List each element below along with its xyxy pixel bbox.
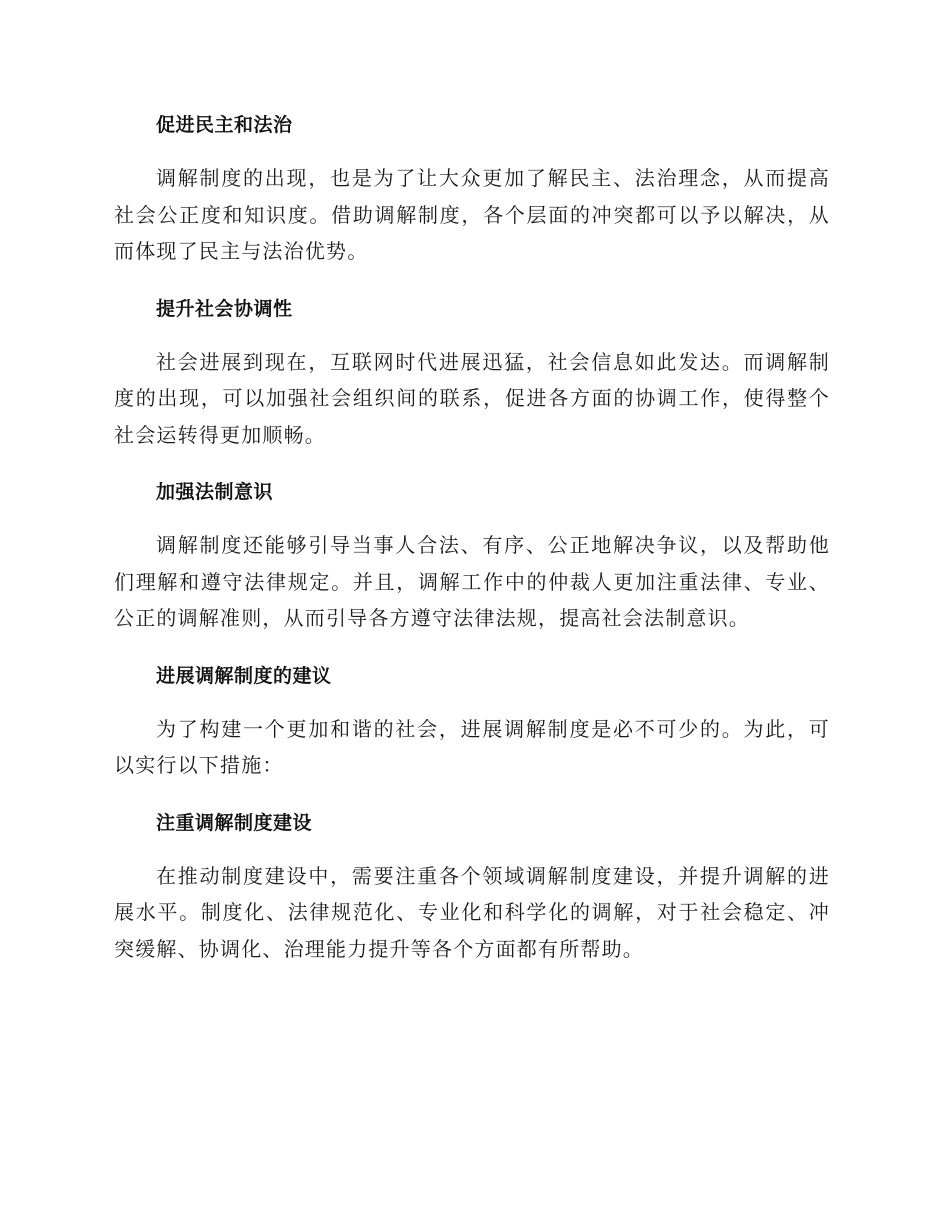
section-paragraph-legal-awareness: 调解制度还能够引导当事人合法、有序、公正地解决争议，以及帮助他们理解和遵守法律规定。并且，调解工作中的仲裁人更加注重法律、专业、公正的调解准则，从而引导各方遵守法律法规，提高社会法制意识。: [114, 533, 830, 630]
section-heading-democracy-rule-of-law: 促进民主和法治: [156, 114, 293, 136]
section-paragraph-social-coordination: 社会进展到现在，互联网时代进展迅猛，社会信息如此发达。而调解制度的出现，可以加强社会组织间的联系，促进各方面的协调工作，使得整个社会运转得更加顺畅。: [114, 349, 830, 447]
section-heading-legal-awareness: 加强法制意识: [156, 481, 274, 503]
section-heading-system-construction: 注重调解制度建设: [156, 811, 313, 834]
document-body: [114, 108, 830, 989]
section-paragraph-democracy-rule-of-law: 调解制度的出现，也是为了让大众更加了解民主、法治理念，从而提高社会公正度和知识度。借助调解制度，各个层面的冲突都可以予以解决，从而体现了民主与法治优势。: [114, 166, 830, 263]
section-paragraph-system-construction: 在推动制度建设中，需要注重各个领域调解制度建设，并提升调解的进展水平。制度化、法律规范化、专业化和科学化的调解，对于社会稳定、冲突缓解、协调化、治理能力提升等各个方面都有所帮助。: [114, 863, 830, 961]
section-paragraph-development-suggestions: 为了构建一个更加和谐的社会，进展调解制度是必不可少的。为此，可以实行以下措施：: [114, 716, 830, 777]
section-heading-social-coordination: 提升社会协调性: [156, 297, 293, 320]
section-heading-development-suggestions: 进展调解制度的建议: [156, 664, 332, 687]
